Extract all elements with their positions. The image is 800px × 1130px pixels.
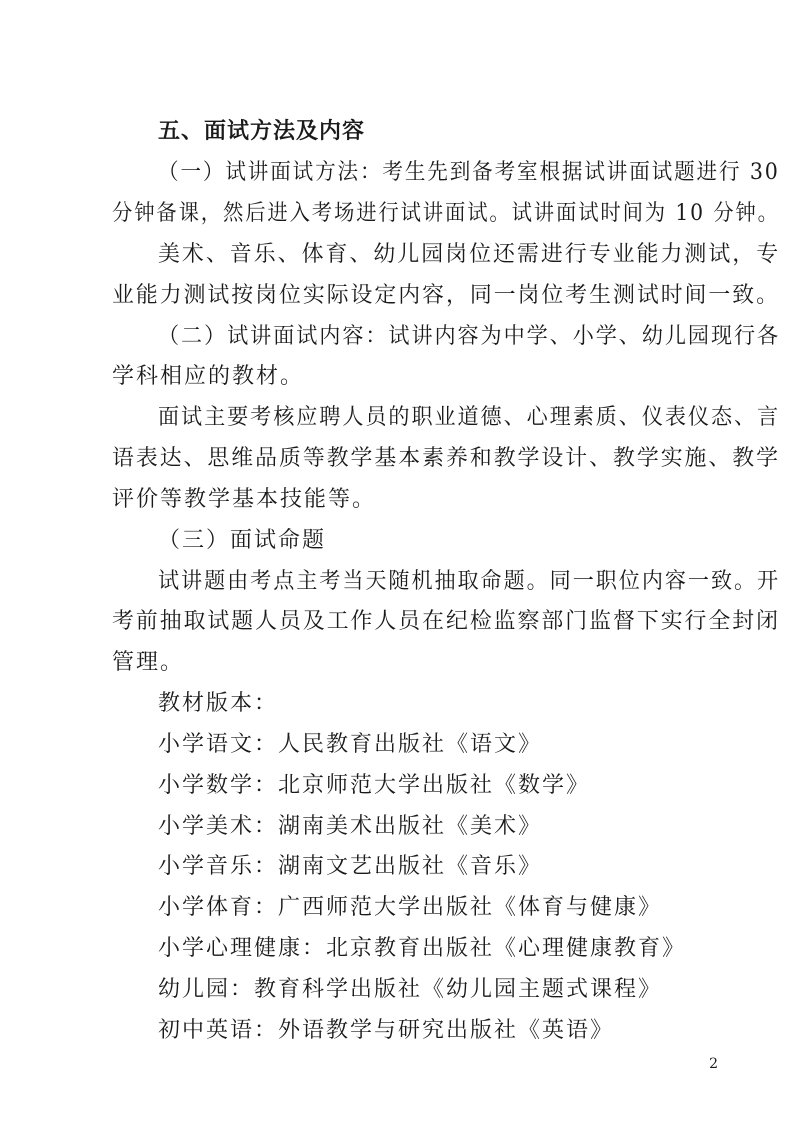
textbook-item: 小学心理健康：北京教育出版社《心理健康教育》 bbox=[158, 936, 687, 961]
subsection-title: （三）面试命题 bbox=[158, 528, 327, 553]
paragraph-line: 语表达、思维品质等教学基本素养和教学设计、教学实施、教学 bbox=[112, 446, 780, 471]
paragraph-line: （二）试讲面试内容：试讲内容为中学、小学、幼儿园现行各 bbox=[158, 324, 781, 349]
textbook-item: 小学语文：人民教育出版社《语文》 bbox=[158, 732, 543, 757]
paragraph-line: 管理。 bbox=[112, 650, 185, 675]
textbook-item: 初中英语：外语教学与研究出版社《英语》 bbox=[158, 1018, 615, 1043]
paragraph-line: 面试主要考核应聘人员的职业道德、心理素质、仪表仪态、言 bbox=[158, 405, 781, 430]
textbook-item: 小学音乐：湖南文艺出版社《音乐》 bbox=[158, 854, 543, 879]
textbook-item: 幼儿园：教育科学出版社《幼儿园主题式课程》 bbox=[158, 977, 663, 1002]
paragraph-line: 评价等教学基本技能等。 bbox=[112, 487, 377, 512]
textbook-item: 小学数学：北京师范大学出版社《数学》 bbox=[158, 773, 591, 798]
paragraph-line: （一）试讲面试方法：考生先到备考室根据试讲面试题进行 30 bbox=[158, 160, 780, 185]
textbook-heading: 教材版本： bbox=[158, 691, 279, 716]
section-title: 五、面试方法及内容 bbox=[158, 119, 366, 144]
paragraph-line: 分钟备课，然后进入考场进行试讲面试。试讲面试时间为 10 分钟。 bbox=[112, 201, 780, 226]
paragraph-line: 业能力测试按岗位实际设定内容，同一岗位考生测试时间一致。 bbox=[112, 283, 780, 308]
textbook-item: 小学美术：湖南美术出版社《美术》 bbox=[158, 814, 543, 839]
paragraph-line: 试讲题由考点主考当天随机抽取命题。同一职位内容一致。开 bbox=[158, 569, 781, 594]
paragraph-line: 美术、音乐、体育、幼儿园岗位还需进行专业能力测试，专 bbox=[158, 242, 781, 267]
paragraph-line: 学科相应的教材。 bbox=[112, 364, 305, 389]
page-number: 2 bbox=[709, 1056, 718, 1072]
paragraph-line: 考前抽取试题人员及工作人员在纪检监察部门监督下实行全封闭 bbox=[112, 609, 780, 634]
textbook-item: 小学体育：广西师范大学出版社《体育与健康》 bbox=[158, 895, 663, 920]
